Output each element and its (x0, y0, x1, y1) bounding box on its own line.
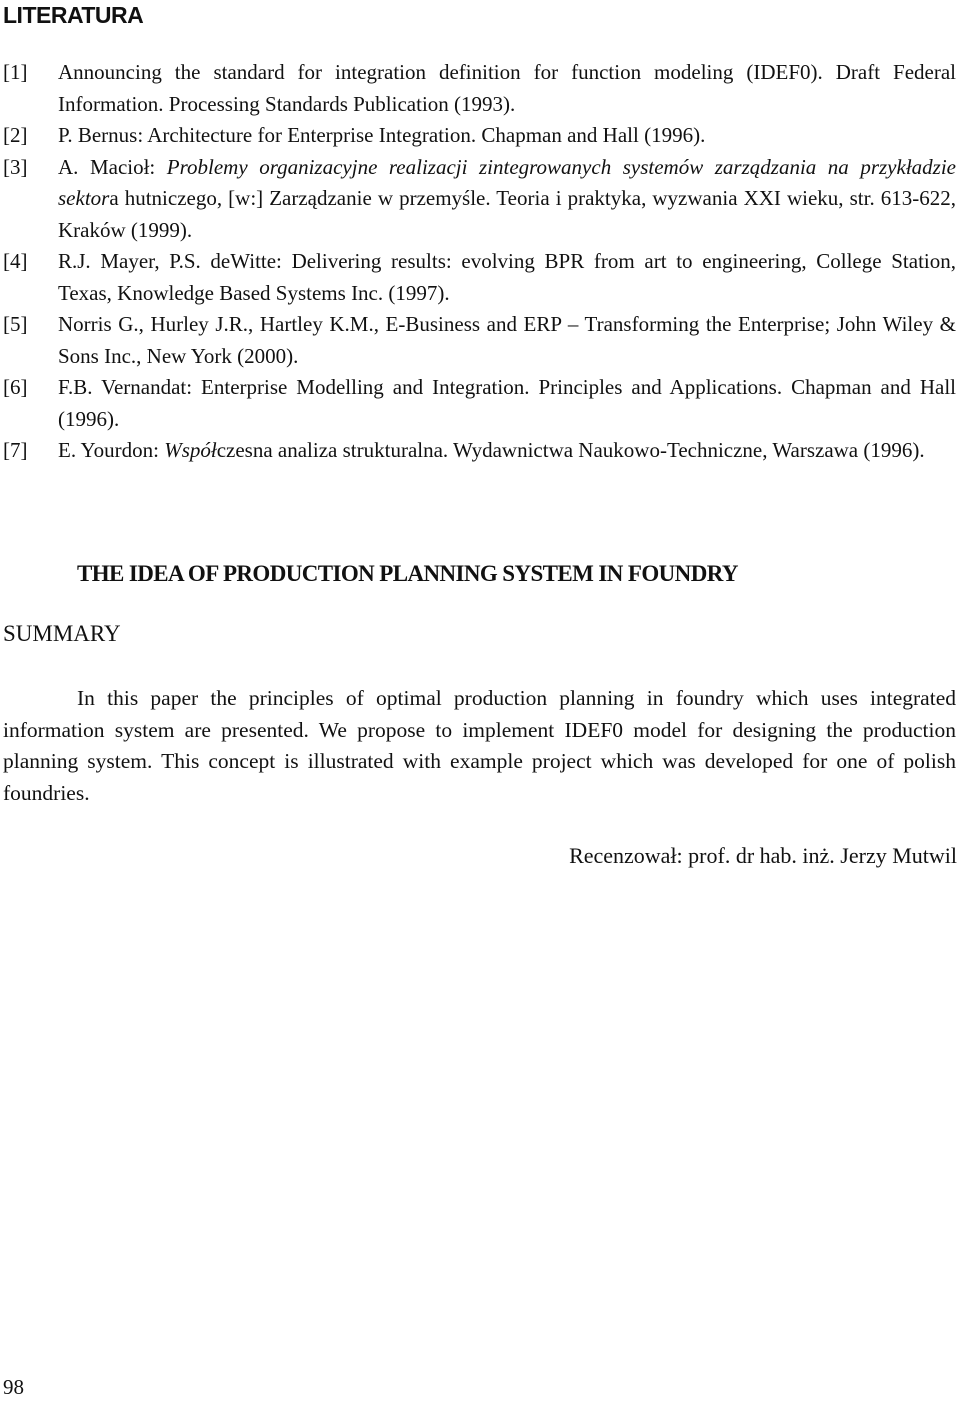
reference-author: E. Yourdon: (58, 438, 165, 462)
reviewer-line: Recenzował: prof. dr hab. inż. Jerzy Mutwil (569, 843, 957, 868)
reference-author: A. Macioł: (58, 154, 167, 179)
reference-details: czesna analiza strukturalna. Wydawnictwa Naukowo-Techniczne, Warszawa (1996). (216, 438, 925, 462)
reference-title: Problemy organizacyjne realizacji zintegrowanych systemów zarządzania na przykładzie sektor (58, 154, 956, 210)
reference-text: R.J. Mayer, P.S. deWitte: Delivering results: evolving BPR from art to engineering, College Station, Texas, Knowledge Based Systems Inc. (1997). (58, 249, 956, 305)
reference-number: [5] (3, 312, 28, 336)
reference-number: [4] (3, 249, 28, 273)
reference-item (0, 57, 960, 120)
reference-number: [7] (3, 438, 28, 462)
reference-text: Norris G., Hurley J.R., Hartley K.M., E-Business and ERP – Transforming the Enterprise; John Wiley & Sons Inc., New York (2000). (58, 312, 956, 368)
reference-item (0, 152, 960, 247)
reference-title: Współ (164, 438, 217, 462)
reference-text (58, 435, 956, 467)
summary-heading: SUMMARY (3, 621, 121, 646)
reference-text: P. Bernus: Architecture for Enterprise Integration. Chapman and Hall (1996). (58, 123, 706, 147)
reference-number: [1] (3, 60, 28, 84)
reference-number: [2] (3, 123, 28, 147)
reference-number: [3] (3, 154, 28, 179)
reference-item (0, 435, 960, 467)
literature-heading: LITERATURA (3, 2, 144, 28)
reference-item (0, 309, 960, 372)
paper-title: THE IDEA OF PRODUCTION PLANNING SYSTEM IN FOUNDRY (77, 561, 738, 586)
reference-number: [6] (3, 375, 28, 399)
reference-text (58, 152, 956, 247)
reference-item (0, 372, 960, 435)
reference-item (0, 120, 960, 152)
reference-item (0, 246, 960, 309)
summary-text: In this paper the principles of optimal production planning in foundry which uses integrated information system are presented. We propose to implement IDEF0 model for designing the production planning system. This concept is illustrated with example project which was developed for one of polish foundries. (3, 686, 956, 805)
reference-list (0, 57, 960, 467)
page-number: 98 (3, 1375, 24, 1399)
reference-text: Announcing the standard for integration definition for function modeling (IDEF0). Draft Federal Information. Processing Standards Publication (1993). (58, 60, 956, 116)
reference-details: a hutniczego, [w:] Zarządzanie w przemyśle. Teoria i praktyka, wyzwania XXI wieku, str. 613-622, Kraków (1999). (58, 186, 956, 242)
reference-text: F.B. Vernandat: Enterprise Modelling and Integration. Principles and Applications. Chapman and Hall (1996). (58, 375, 956, 431)
